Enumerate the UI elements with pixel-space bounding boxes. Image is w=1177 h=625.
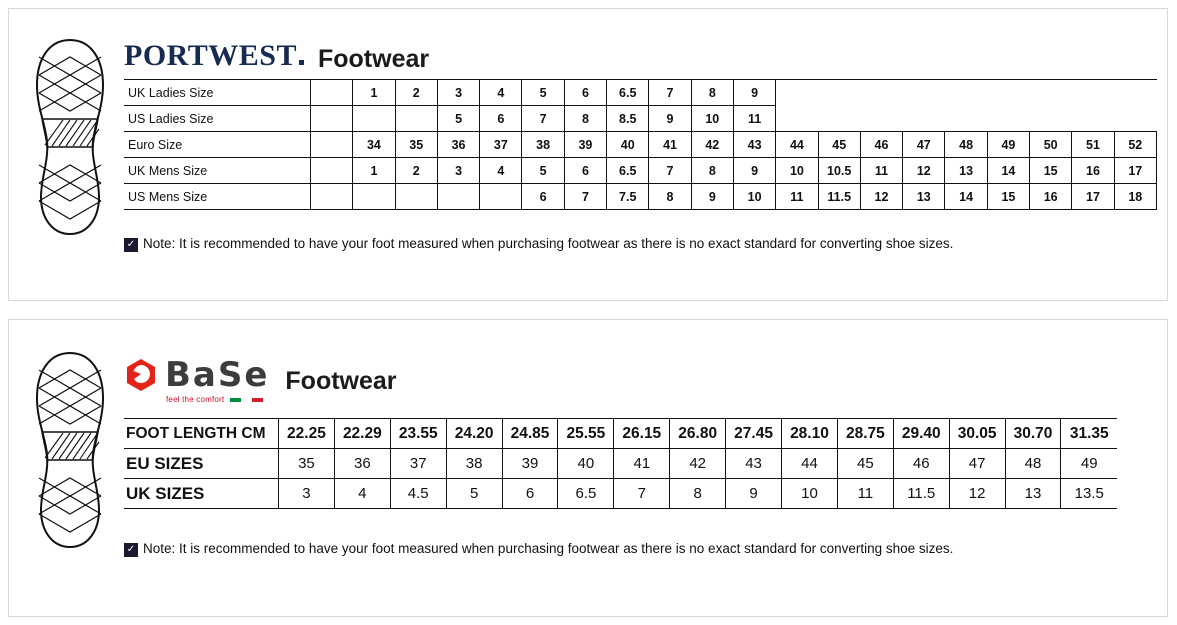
cell: 16	[1030, 184, 1072, 210]
cell: 17	[1072, 184, 1114, 210]
cell	[987, 106, 1029, 132]
cell: 9	[649, 106, 691, 132]
row-label: UK SIZES	[124, 479, 279, 509]
row-label: UK Ladies Size	[124, 80, 311, 106]
cell: 4	[480, 80, 522, 106]
base-logo-text: BaSe	[165, 355, 270, 395]
cell: 7	[649, 80, 691, 106]
cell	[776, 106, 818, 132]
cell: 45	[837, 449, 893, 479]
cell: 44	[776, 132, 818, 158]
cell: 17	[1114, 158, 1156, 184]
portwest-logo-dot	[299, 60, 304, 65]
cell: 11	[733, 106, 775, 132]
base-logo	[124, 355, 270, 404]
cell: 22.25	[279, 419, 335, 449]
cell: 6	[502, 479, 558, 509]
cell	[395, 106, 437, 132]
cell: 16	[1072, 158, 1114, 184]
cell: 15	[987, 184, 1029, 210]
row-label: EU SIZES	[124, 449, 279, 479]
cell	[480, 184, 522, 210]
cell: 18	[1114, 184, 1156, 210]
table-row	[124, 419, 1117, 449]
base-tagline-text: feel the comfort	[166, 395, 225, 404]
cell: 10	[691, 106, 733, 132]
base-header	[124, 320, 1147, 418]
cell	[1114, 106, 1156, 132]
cell: 2	[395, 158, 437, 184]
cell: 50	[1030, 132, 1072, 158]
cell: 11.5	[818, 184, 860, 210]
cell: 14	[945, 184, 987, 210]
cell: 22.29	[334, 419, 390, 449]
cell: 45	[818, 132, 860, 158]
cell	[903, 106, 945, 132]
row-label: UK Mens Size	[124, 158, 311, 184]
row-label: US Ladies Size	[124, 106, 311, 132]
table-row	[124, 80, 1157, 106]
cell: 12	[949, 479, 1005, 509]
cell: 10	[776, 158, 818, 184]
cell: 36	[334, 449, 390, 479]
cell: 13.5	[1061, 479, 1117, 509]
cell: 30.05	[949, 419, 1005, 449]
cell: 7	[522, 106, 564, 132]
cell: 11.5	[893, 479, 949, 509]
cell: 37	[390, 449, 446, 479]
cell: 41	[649, 132, 691, 158]
cell: 42	[691, 132, 733, 158]
cell: 26.80	[670, 419, 726, 449]
cell	[1030, 106, 1072, 132]
cell: 10.5	[818, 158, 860, 184]
cell: 46	[893, 449, 949, 479]
note-text: Note: It is recommended to have your foot measured when purchasing footwear as there is no exact standard for converting shoe sizes.	[143, 236, 954, 251]
table-row	[124, 184, 1157, 210]
cell: 8	[691, 158, 733, 184]
portwest-content	[124, 9, 1147, 251]
cell: 34	[353, 132, 395, 158]
cell: 1	[353, 80, 395, 106]
cell: 7.5	[607, 184, 649, 210]
cell: 47	[949, 449, 1005, 479]
cell: 2	[395, 80, 437, 106]
cell: 48	[1005, 449, 1061, 479]
cell: 5	[522, 80, 564, 106]
cell: 11	[860, 158, 902, 184]
cell: 24.20	[446, 419, 502, 449]
cell: 1	[353, 158, 395, 184]
base-title: Footwear	[285, 366, 397, 395]
cell	[945, 106, 987, 132]
base-hexagon-icon	[124, 358, 158, 392]
cell: 38	[446, 449, 502, 479]
cell	[945, 80, 987, 106]
cell: 43	[733, 132, 775, 158]
cell: 10	[733, 184, 775, 210]
cell	[987, 80, 1029, 106]
note-text: Note: It is recommended to have your foot measured when purchasing footwear as there is no exact standard for converting shoe sizes.	[143, 541, 954, 556]
cell: 8	[670, 479, 726, 509]
shoe-sole-icon	[33, 37, 108, 237]
cell: 41	[614, 449, 670, 479]
cell	[860, 80, 902, 106]
portwest-header	[124, 9, 1147, 79]
cell	[1114, 80, 1156, 106]
portwest-logo	[124, 41, 304, 71]
portwest-title: Footwear	[317, 45, 430, 73]
cell: 49	[987, 132, 1029, 158]
base-content	[124, 320, 1147, 556]
table-row	[124, 449, 1117, 479]
cell: 8.5	[607, 106, 649, 132]
base-size-panel	[8, 319, 1168, 617]
cell: 43	[726, 449, 782, 479]
cell: 11	[837, 479, 893, 509]
cell: 9	[691, 184, 733, 210]
cell: 29.40	[893, 419, 949, 449]
cell: 12	[903, 158, 945, 184]
cell	[311, 184, 353, 210]
cell	[776, 80, 818, 106]
cell: 31.35	[1061, 419, 1117, 449]
row-label: FOOT LENGTH CM	[124, 419, 279, 449]
cell: 3	[437, 158, 479, 184]
cell	[311, 158, 353, 184]
cell: 6	[522, 184, 564, 210]
table-row	[124, 132, 1157, 158]
cell: 40	[558, 449, 614, 479]
table-row	[124, 479, 1117, 509]
cell: 4.5	[390, 479, 446, 509]
cell: 6.5	[607, 80, 649, 106]
cell: 6	[564, 158, 606, 184]
cell: 9	[733, 80, 775, 106]
cell: 5	[437, 106, 479, 132]
cell: 44	[782, 449, 838, 479]
cell: 51	[1072, 132, 1114, 158]
cell	[1030, 80, 1072, 106]
cell: 3	[437, 80, 479, 106]
cell: 39	[564, 132, 606, 158]
cell: 26.15	[614, 419, 670, 449]
cell	[818, 80, 860, 106]
row-label: Euro Size	[124, 132, 311, 158]
cell: 6	[564, 80, 606, 106]
cell: 9	[733, 158, 775, 184]
row-label: US Mens Size	[124, 184, 311, 210]
cell: 36	[437, 132, 479, 158]
cell: 28.10	[782, 419, 838, 449]
cell: 10	[782, 479, 838, 509]
cell: 24.85	[502, 419, 558, 449]
cell: 7	[614, 479, 670, 509]
cell	[311, 132, 353, 158]
cell: 47	[903, 132, 945, 158]
portwest-size-panel	[8, 8, 1168, 301]
cell	[311, 106, 353, 132]
cell: 7	[649, 158, 691, 184]
cell: 23.55	[390, 419, 446, 449]
cell: 6	[480, 106, 522, 132]
cell	[860, 106, 902, 132]
cell	[353, 184, 395, 210]
portwest-size-table	[124, 79, 1157, 210]
portwest-note	[124, 236, 1147, 251]
cell: 5	[522, 158, 564, 184]
cell: 40	[607, 132, 649, 158]
cell: 15	[1030, 158, 1072, 184]
cell: 6.5	[558, 479, 614, 509]
cell: 5	[446, 479, 502, 509]
cell: 30.70	[1005, 419, 1061, 449]
check-icon: ✓	[124, 543, 138, 557]
check-icon: ✓	[124, 238, 138, 252]
cell: 4	[480, 158, 522, 184]
base-size-table	[124, 418, 1117, 509]
base-logo-row	[124, 355, 270, 395]
cell: 9	[726, 479, 782, 509]
cell: 8	[691, 80, 733, 106]
cell	[818, 106, 860, 132]
cell: 11	[776, 184, 818, 210]
cell: 27.45	[726, 419, 782, 449]
base-tagline	[166, 395, 263, 404]
cell: 13	[1005, 479, 1061, 509]
cell: 13	[945, 158, 987, 184]
table-row	[124, 106, 1157, 132]
cell: 35	[395, 132, 437, 158]
cell	[311, 80, 353, 106]
cell: 25.55	[558, 419, 614, 449]
cell: 39	[502, 449, 558, 479]
cell: 49	[1061, 449, 1117, 479]
cell: 38	[522, 132, 564, 158]
cell	[1072, 80, 1114, 106]
cell	[903, 80, 945, 106]
cell: 28.75	[837, 419, 893, 449]
italy-flag-icon	[230, 398, 263, 402]
cell	[353, 106, 395, 132]
cell	[395, 184, 437, 210]
cell: 3	[279, 479, 335, 509]
base-note	[124, 541, 1147, 556]
cell: 12	[860, 184, 902, 210]
cell: 7	[564, 184, 606, 210]
cell: 8	[649, 184, 691, 210]
cell: 13	[903, 184, 945, 210]
cell: 46	[860, 132, 902, 158]
shoe-sole-icon	[33, 350, 108, 550]
cell: 35	[279, 449, 335, 479]
table-row	[124, 158, 1157, 184]
cell: 14	[987, 158, 1029, 184]
cell: 37	[480, 132, 522, 158]
cell: 52	[1114, 132, 1156, 158]
cell	[437, 184, 479, 210]
cell: 48	[945, 132, 987, 158]
cell: 42	[670, 449, 726, 479]
cell	[1072, 106, 1114, 132]
portwest-logo-text: PORTWEST	[124, 39, 297, 72]
cell: 6.5	[607, 158, 649, 184]
cell: 4	[334, 479, 390, 509]
cell: 8	[564, 106, 606, 132]
